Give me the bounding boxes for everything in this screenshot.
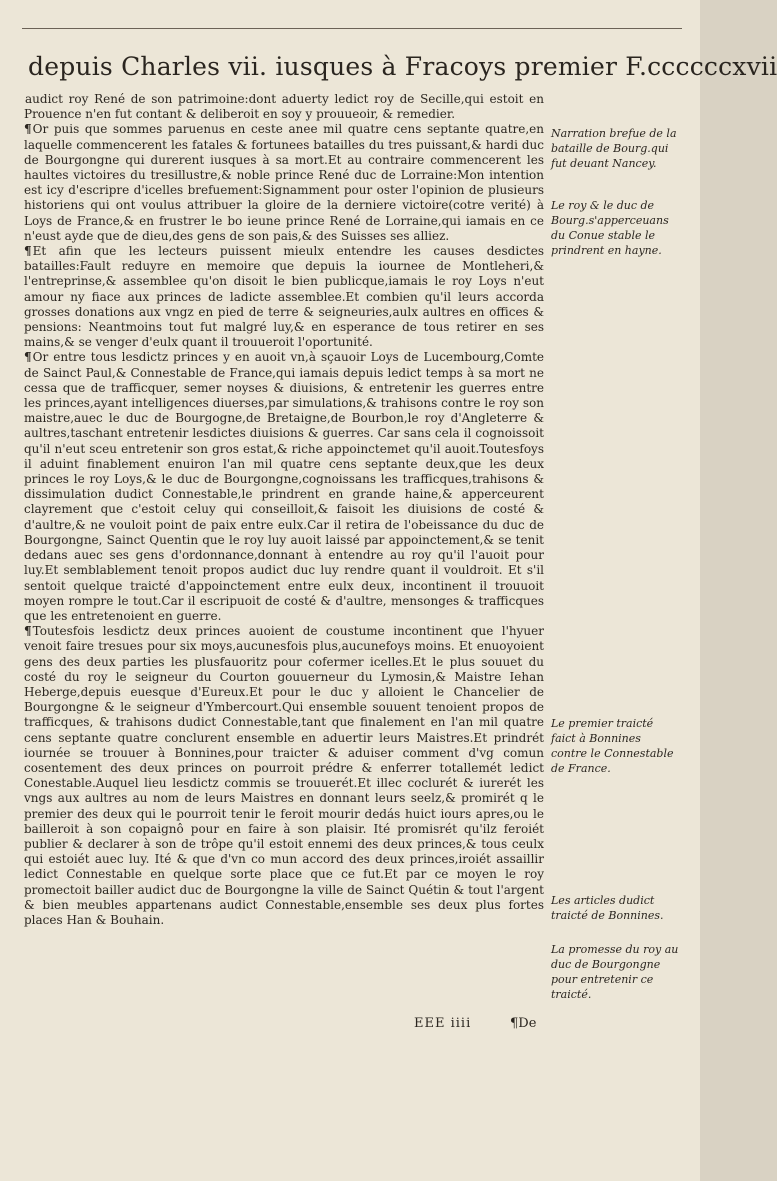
paragraph <box>24 244 544 350</box>
folio-number: ccccccxvii <box>647 52 777 81</box>
margin-note: Les articles dudict traicté de Bonnines. <box>551 894 664 922</box>
paragraph-text: audict roy René de son patrimoine:dont aduerty ledict roy de Secille,qui estoit en Prouence n'en fut contant & deliberoit en soy y prouueoir, & remedier. <box>24 92 544 122</box>
margin-note: La promesse du roy au duc de Bourgongne pour entretenir ce traicté. <box>551 943 679 1001</box>
paragraph <box>24 624 544 928</box>
paragraph-text: Et afin que les lecteurs puissent mieulx entendre les causes desdictes batailles:Fault reduyre en memoire que depuis la iournee de Montleheri,& l'entreprinse,& assemblee qu'on disoit le bien publicque,iamais le roy Loys n'eut amour ny fiace aux princes de ladicte assemblee.Et combien qu'il leurs accorda grosses donations aux vngz en pied de terre & seigneuries,aulx aultres en offices & pensions: Neantmoins tout fut malgré luy,& en esperance de tous retirer en ses mains,& se venger d'eulx quant il trouueroit l'oportunité. <box>24 244 544 350</box>
top-rule <box>22 28 682 29</box>
paragraph <box>24 92 544 122</box>
pilcrow-mark: ¶ <box>24 350 32 365</box>
running-header <box>28 52 777 82</box>
margin-note: Narration brefue de la bataille de Bourg.qui fut deuant Nancey. <box>551 127 677 170</box>
paragraph-text: Or entre tous lesdictz princes y en auoit vn,à sçauoir Loys de Lucembourg,Comte de Sainct Paul,& Connestable de France,qui iamais depuis ledict temps à sa mort ne cessa que de trafficquer, semer noyses & diuisions, & entretenir les guerres entre les princes,ayant intelligences diuerses,par simulations,& trahisons contre le roy son maistre,auec le duc de Bourgogne,de Bretaigne,de Bourbon,le roy d'Angleterre & aultres,taschant entretenir lesdictes diuisions & guerres. Car sans cela il cognoissoit qu'il n'eut sceu entretenir son gros estat,& riche appoinctemet qu'il auoit.Toutesfoys il aduint finablement enuiron l'an mil quatre cens septante deux,que les deux princes le roy Loys,& le duc de Bourgongne,cognoissans les trafficques,trahisons & dissimulation dudict Connestable,le prindrent en grande haine,& apperceurent clayrement que c'estoit celuy qui conseilloit,& faisoit les diuisions de costé & d'aultre,& ne vouloit point de paix entre eulx.Car il retira de l'obeissance du duc de Bourgongne, Sainct Quentin que le roy luy auoit laissé par appoinctement,& se tenit dedans auec ses gens d'ordonnance,donnant à entendre au roy qu'il l'auoit pour luy.Et semblablement tenoit propos audict duc luy rendre quant il vouldroit. Et s'il sentoit quelque traicté d'appoinctement entre eulx deux, incontinent il trouuoit moyen rompre le tout.Car il escripuoit de costé & d'aultre, mensonges & trafficques que les entretenoient en guerre. <box>24 350 544 623</box>
pilcrow-mark: ¶ <box>24 244 32 259</box>
paragraph <box>24 350 544 624</box>
margin-note: Le premier traicté faict à Bonnines contre le Connestable de France. <box>551 717 674 775</box>
catchword: ¶De <box>510 1016 537 1031</box>
pilcrow-mark: ¶ <box>24 624 32 639</box>
running-title: depuis Charles vii. iusques à Fracoys premier F. <box>28 52 648 81</box>
pilcrow-mark: ¶ <box>24 122 32 137</box>
main-text-column <box>24 92 544 928</box>
margin-note: Le roy & le duc de Bourg.s'apperceuans du Conue stable le prindrent en hayne. <box>551 199 669 257</box>
paragraph-text: Toutesfois lesdictz deux princes auoient de coustume incontinent que l'hyuer venoit faire tresues pour six moys,aucunesfois plus,aucunefoys moins. Et enuoyoient gens des deux parties les plusfauoritz pour cofermer icelles.Et le plus souuet du costé du roy le seigneur du Courton gouuerneur du Lymosin,& Maistre Iehan Heberge,depuis euesque d'Eureux.Et pour le duc y alloient le Chancelier de Bourgongne & le seigneur d'Ymbercourt.Qui ensemble souuent tenoient propos de trafficques, & trahisons dudict Connestable,tant que finalement en l'an mil quatre cens septante quatre conclurent ensemble en aduertir leurs Maistres.Et prindrét iournée se trouuer à Bonnines,pour traicter & aduiser comment d'vg comun cosentement des deux princes on pourroit prédre & enferrer totallemét ledict Conestable.Auquel lieu lesdictz commis se trouuerét.Et illec coclurét & iurerét les vngs aux aultres au nom de leurs Maistres en donnant leurs seelz,& promirét q le premier des deux qui le pourroit tenir le feroit mourir dedás huict iours apres,ou le bailleroit à son copaignô pour en faire à son plaisir. Ité promisrét qu'ilz feroiét publier & declarer à son de trôpe qu'il estoit ennemi des deux princes,& tous ceulx qui estoiét auec luy. Ité & que d'vn co mun accord des deux princes,iroiét assaillir ledict Connestable en quelque sorte place que ce fut.Et par ce moyen le roy promectoit bailler audict duc de Bourgongne la ville de Sainct Quétin & tout l'argent & bien meubles appartenans audict Connestable,ensemble ses deux plus fortes places Han & Bouhain. <box>24 624 544 927</box>
signature-mark: EEE iiii <box>414 1016 472 1031</box>
paragraph <box>24 122 544 244</box>
paragraph-text: Or puis que sommes paruenus en ceste anee mil quatre cens septante quatre,en laquelle commencerent les fatales & fortunees batailles du tres puissant,& hardi duc de Bourgongne qui durerent iusques à sa mort.Et au contraire commencerent les haultes victoires du tresillustre,& noble prince René duc de Lorraine:Mon intention est icy d'escripre d'icelles brefuement:Signamment pour oster l'opinion de plusieurs historiens qui ont voulus attribuer la gloire de la derniere victoire(cotre verité) à Loys de France,& en frustrer le bo ieune prince René de Lorraine,qui iamais en ce n'eust ayde que de dieu,des gens de son pais,& des Suisses ses alliez. <box>24 122 544 243</box>
